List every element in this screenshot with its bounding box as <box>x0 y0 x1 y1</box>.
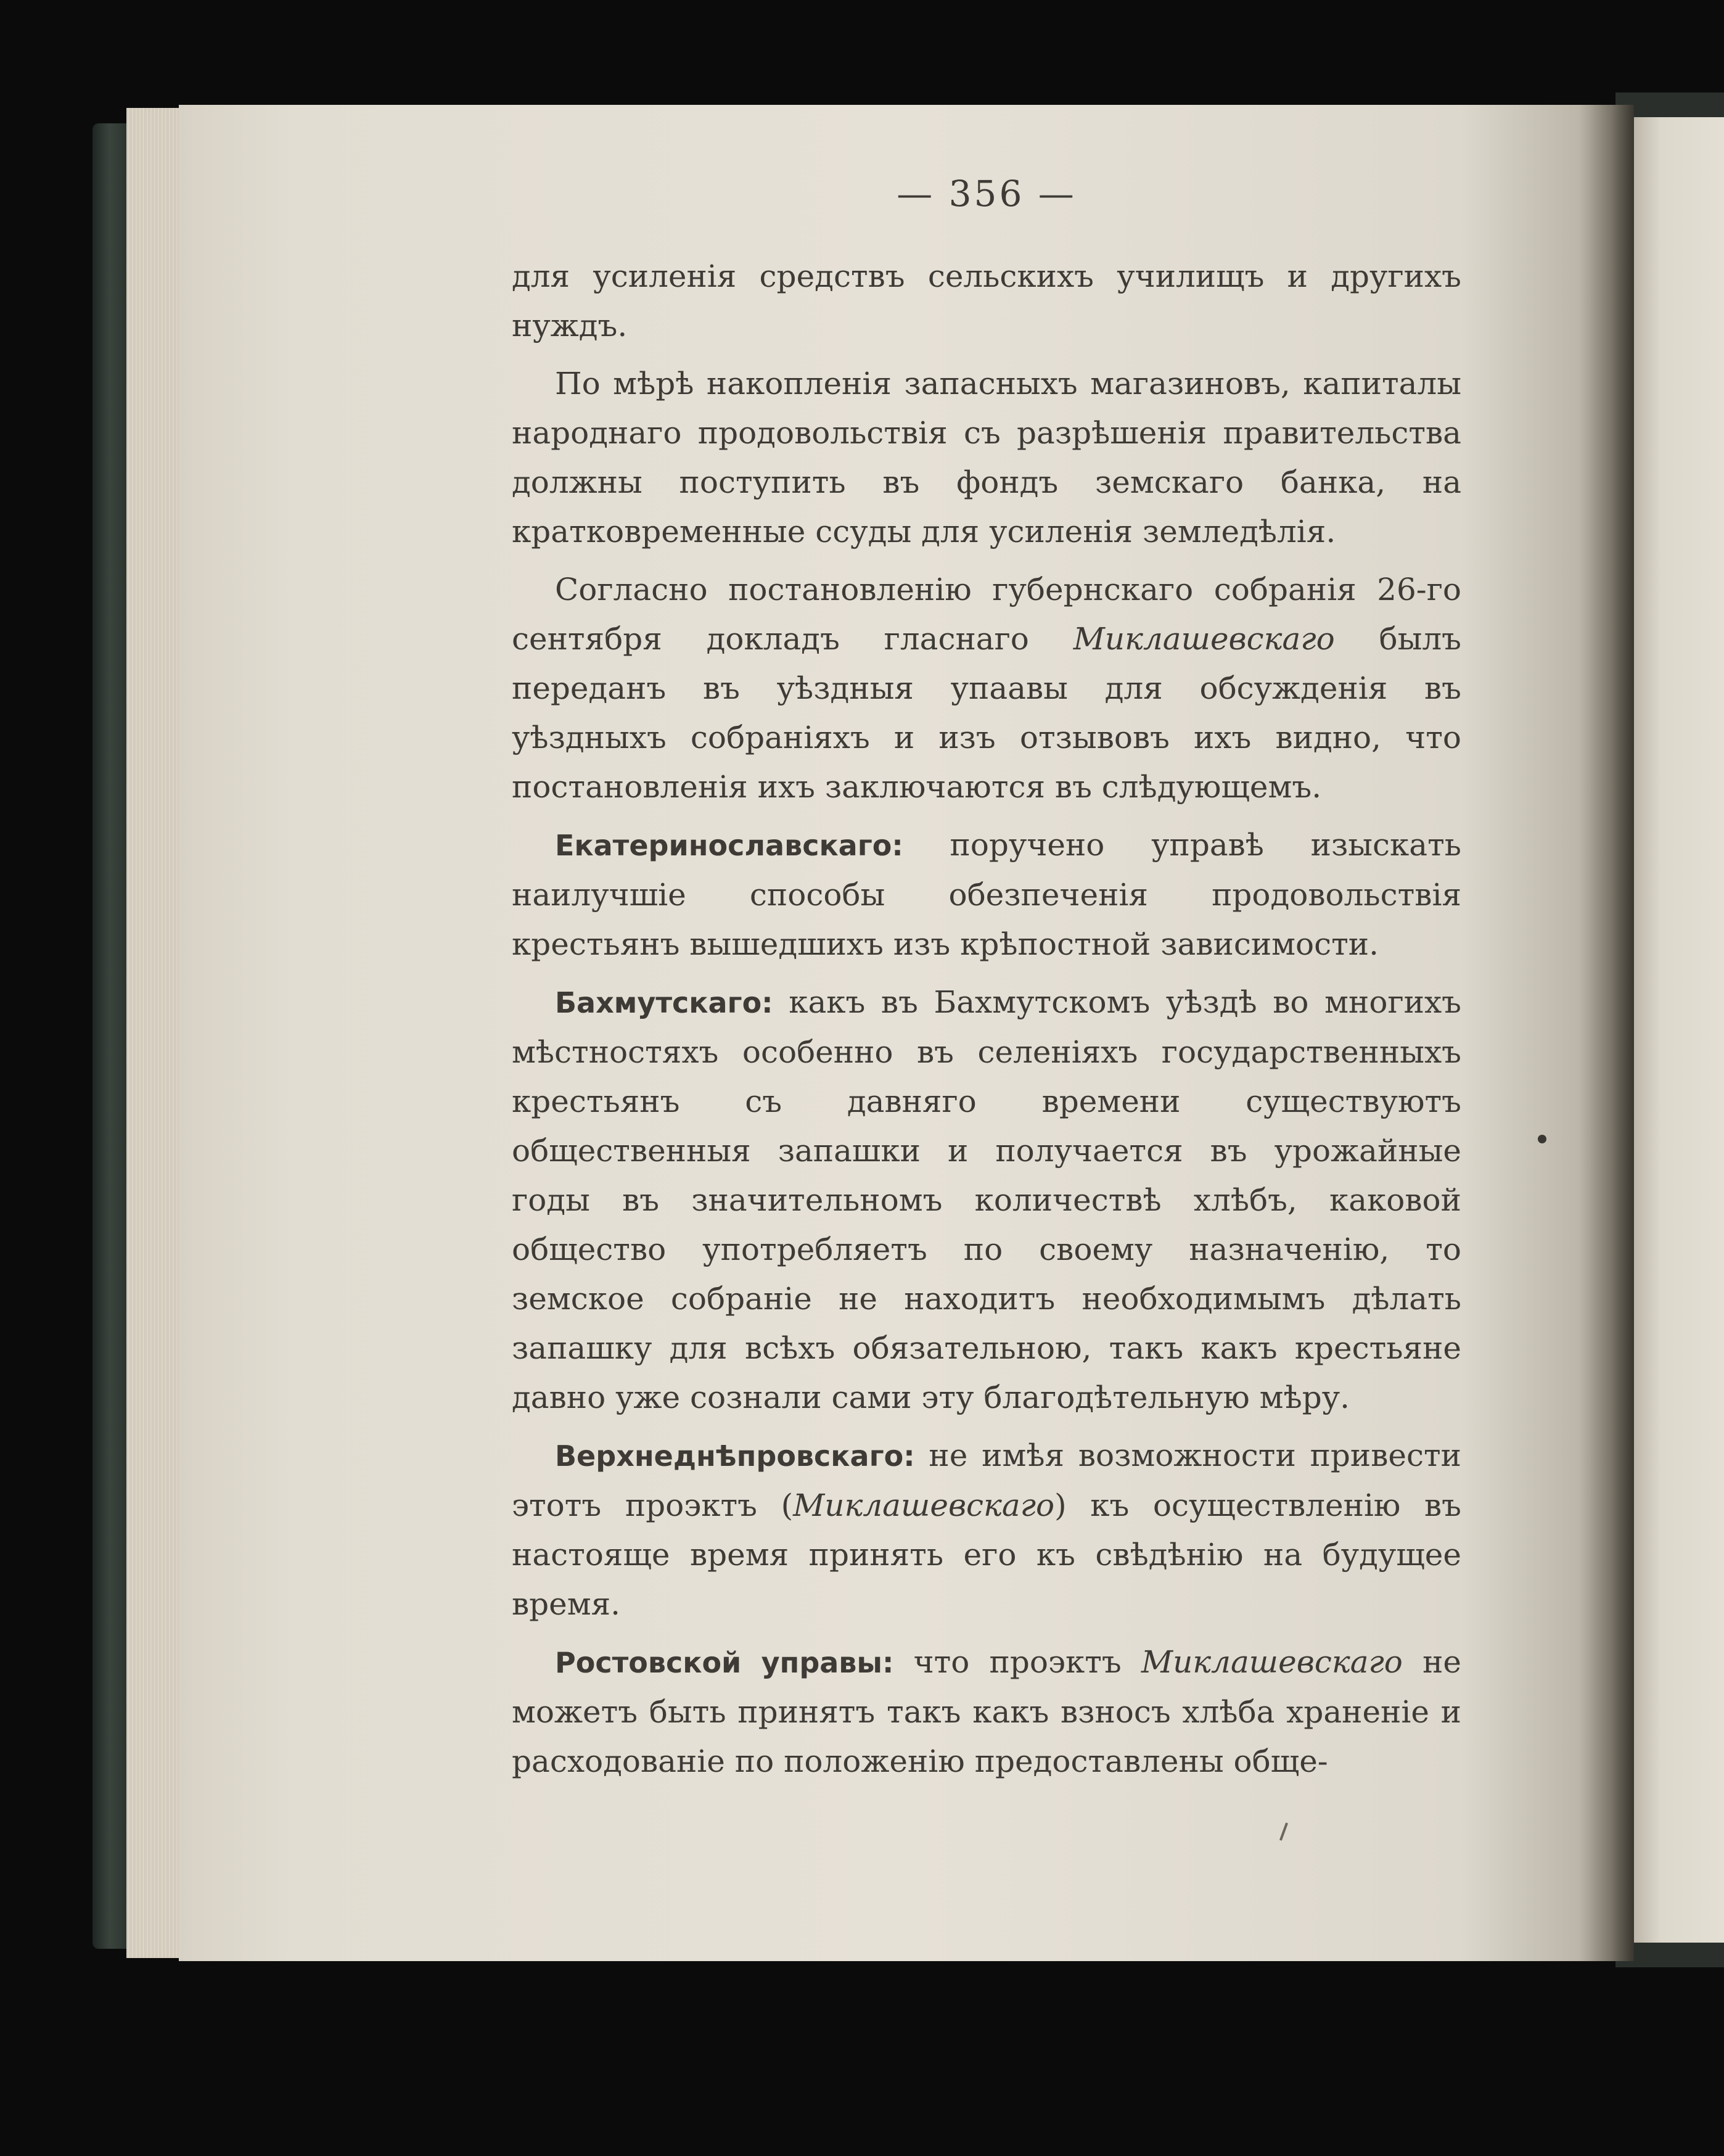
p3-text-b: былъ переданъ въ уѣздныя упаавы для обсужденія въ уѣздныхъ собраніяхъ и изъ отзывовъ ихъ видно, что постановленія ихъ заключаются въ слѣдующемъ. <box>512 621 1461 805</box>
paragraph-2: По мѣрѣ накопленія запасныхъ магазиновъ, капиталы народнаго продовольствія съ разрѣшенія правительства должны поступить въ фондъ земскаго банка, на кратковременные ссуды для усиленія земледѣлія. <box>512 366 1461 549</box>
margin-dot <box>1538 1135 1546 1143</box>
p3-name: Миклашевскаго <box>1073 621 1335 657</box>
p6-text-b: ) къ осуществленію въ настояще время принять его къ свѣдѣнію на будущее время. <box>512 1487 1461 1622</box>
p7-text-a: что проэктъ <box>913 1644 1122 1680</box>
p7-name: Миклашевскаго <box>1141 1644 1403 1680</box>
paragraph-7 <box>512 1637 1461 1786</box>
right-page-edge <box>1634 117 1724 1943</box>
page-number: — 356 — <box>897 173 1077 215</box>
gutter-shadow <box>1578 105 1634 1961</box>
p7-heading: Ростовской управы: <box>555 1646 894 1679</box>
p5-heading: Бахмутскаго: <box>555 986 773 1019</box>
p4-heading: Екатеринославскаго: <box>555 829 903 862</box>
p6-text-a: не имѣя возможности привести этотъ проэктъ ( <box>512 1438 1461 1523</box>
paragraph-1: для усиленія средствъ сельскихъ училищъ и другихъ нуждъ. <box>512 258 1461 344</box>
paragraph-5 <box>512 977 1461 1422</box>
p3-text-a: Согласно постановленію губернскаго собранія 26-го сентября докладъ гласнаго <box>512 572 1461 657</box>
p7-text-b: не можетъ быть принятъ такъ какъ взносъ хлѣба храненіе и расходованіе по положенію предоставлены обще- <box>512 1644 1461 1779</box>
page-text <box>512 173 1461 1795</box>
p6-heading: Верхнеднѣпровскаго: <box>555 1439 915 1473</box>
paragraph-3 <box>512 565 1461 812</box>
p4-body: поручено управѣ изыскать наилучшіе способы обезпеченія продовольствія крестьянъ вышедшихъ изъ крѣпостной зависимости. <box>512 827 1461 962</box>
paragraph-4 <box>512 820 1461 969</box>
p5-body: какъ въ Бахмутскомъ уѣздѣ во многихъ мѣстностяхъ особенно въ селеніяхъ государственныхъ крестьянъ съ давняго времени существуютъ общественныя запашки и получается въ урожайные годы въ значительномъ количествѣ хлѣбъ, каковой общество употребляетъ по своему назначенію, то земское собраніе не находитъ необходимымъ дѣлать запашку для всѣхъ обязательною, такъ какъ крестьяне давно уже сознали сами эту благодѣтельную мѣру. <box>512 984 1461 1415</box>
p6-name: Миклашевскаго <box>793 1487 1055 1523</box>
paragraph-6 <box>512 1431 1461 1629</box>
